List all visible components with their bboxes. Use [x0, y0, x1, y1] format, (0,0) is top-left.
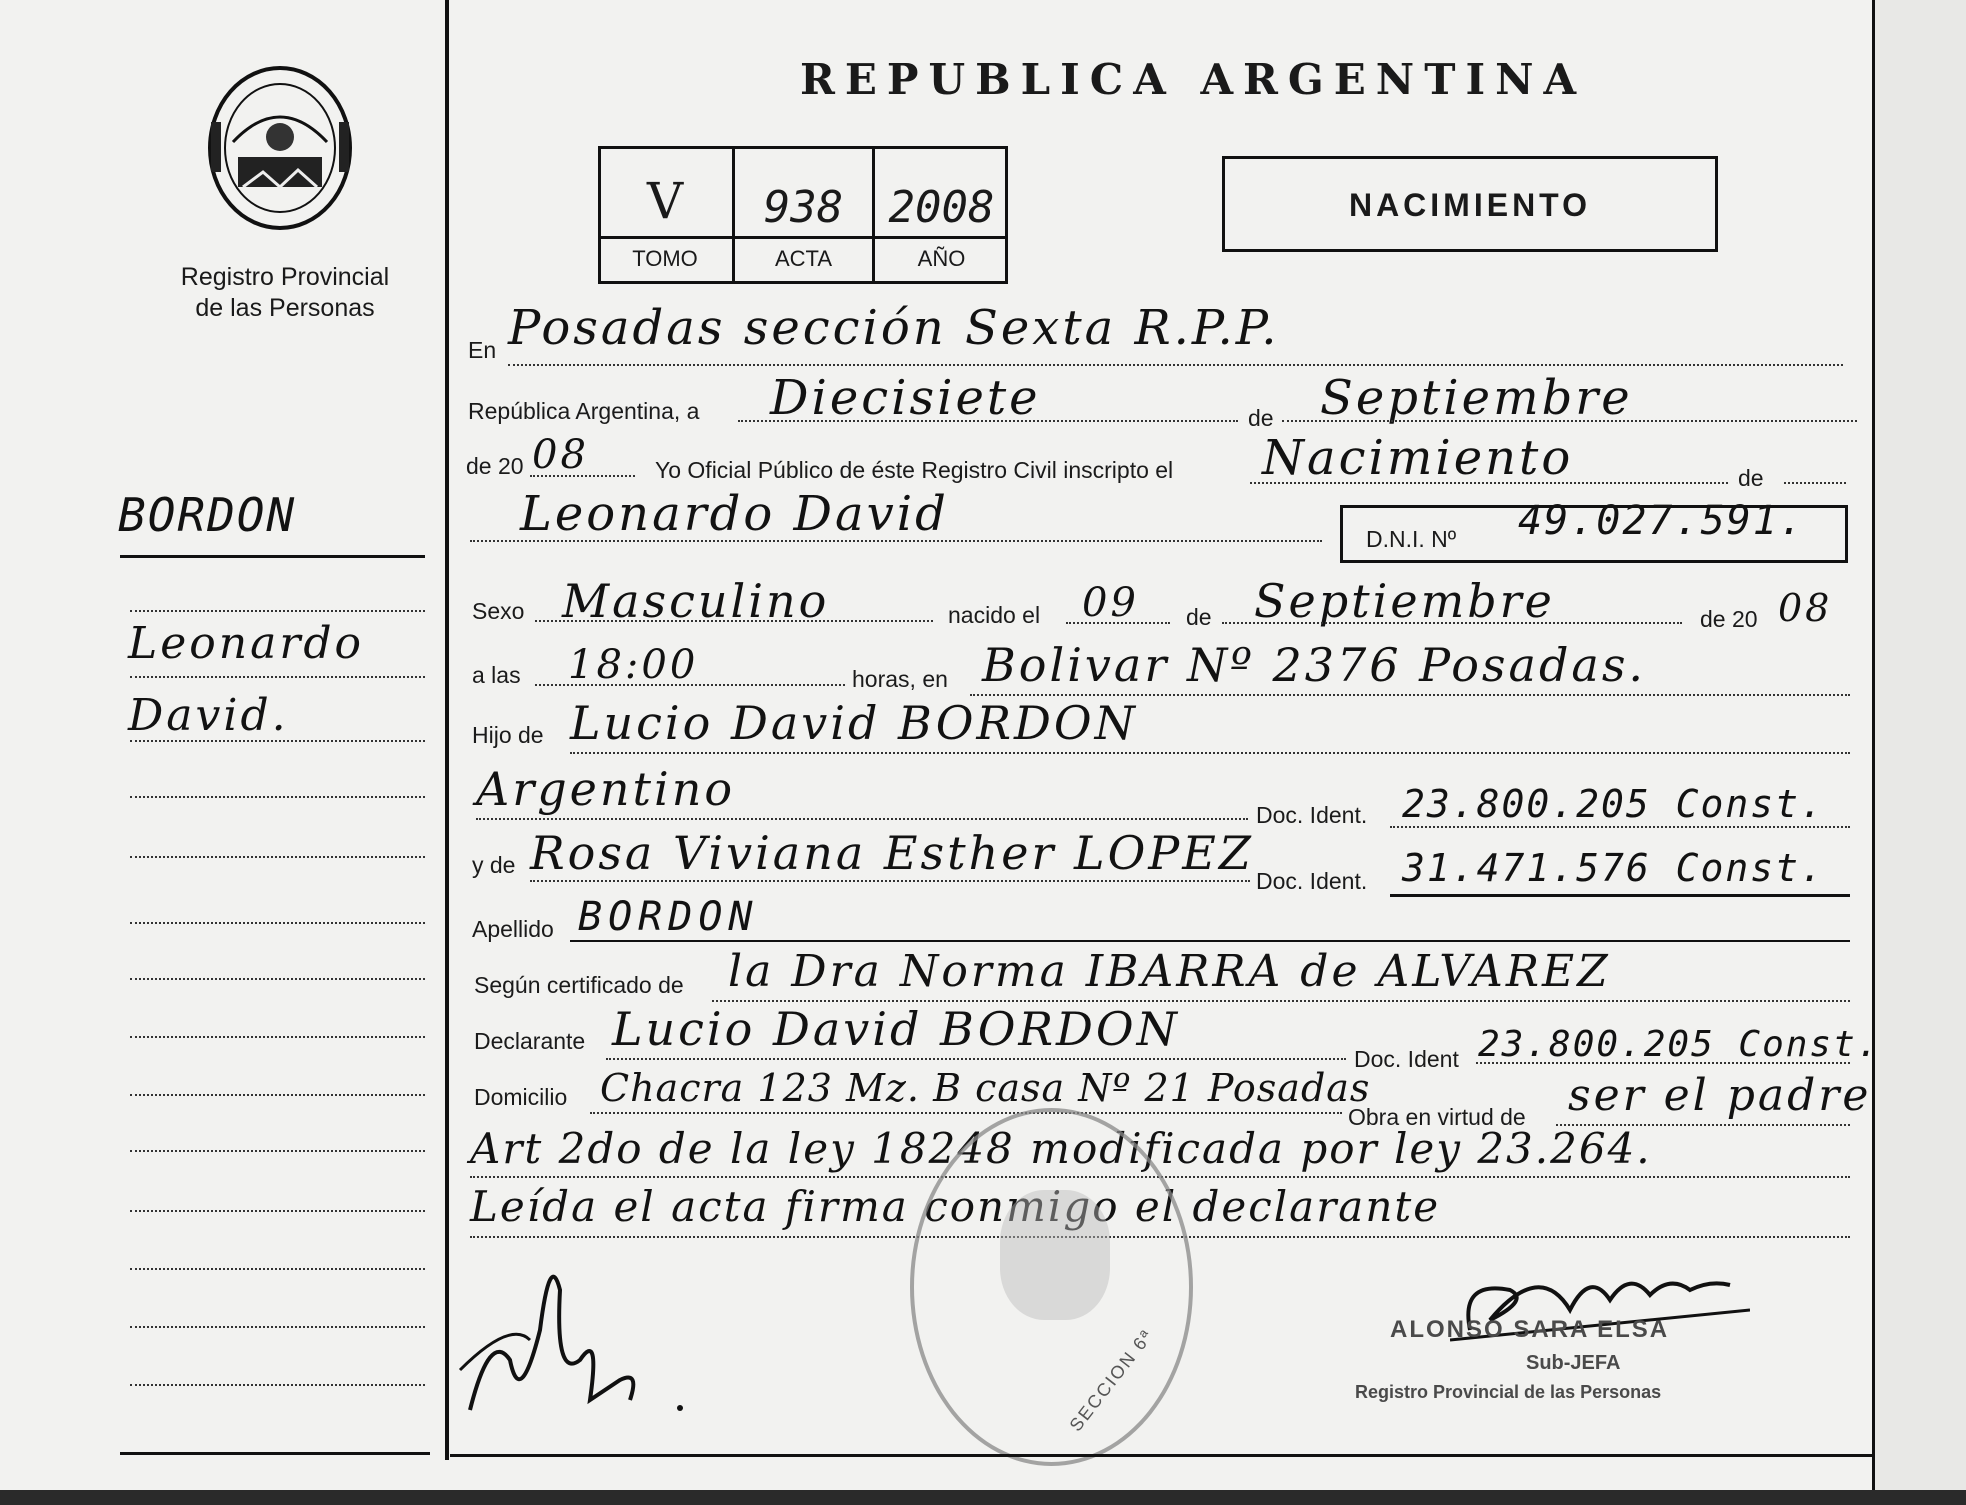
- field-rule: [570, 752, 1850, 754]
- country-title: REPUBLICA ARGENTINA: [800, 55, 1587, 104]
- margin-rule: [130, 922, 425, 924]
- acta-value: 938: [763, 182, 844, 233]
- margin-rule: [130, 1036, 425, 1038]
- registry-name: [145, 262, 425, 324]
- value-doc-declarante: 23.800.205 Const.: [1478, 1024, 1881, 1065]
- label-horas-en: horas, en: [852, 666, 948, 692]
- label-doc-ident-3: Doc. Ident: [1354, 1046, 1459, 1072]
- provincial-emblem-icon: [203, 62, 357, 234]
- value-doc-padre: 23.800.205 Const.: [1402, 782, 1825, 826]
- value-anio: 08: [532, 432, 589, 478]
- right-page-edge: [1872, 0, 1875, 1490]
- value-padre: Lucio David BORDON: [570, 696, 1138, 750]
- field-rule: [606, 1058, 1346, 1060]
- left-column-divider: [445, 0, 449, 1460]
- declarant-signature-icon: [450, 1210, 710, 1440]
- margin-rule: [130, 1326, 425, 1328]
- value-obra: ser el padre: [1568, 1070, 1872, 1121]
- value-nota-2: Leída el acta firma conmigo el declarante: [470, 1182, 1441, 1231]
- label-domicilio: Domicilio: [474, 1084, 568, 1110]
- field-rule: [1066, 622, 1170, 624]
- value-lugar: Posadas sección Sexta R.P.P.: [508, 300, 1280, 356]
- value-anio-nac: 08: [1778, 586, 1833, 630]
- label-en: En: [468, 337, 497, 363]
- margin-rule: [130, 856, 425, 858]
- field-rule: [535, 684, 845, 686]
- anio-label: AÑO: [917, 246, 966, 271]
- value-sexo: Masculino: [562, 574, 830, 628]
- tomo-label: TOMO: [632, 246, 698, 271]
- field-rule: [1476, 1062, 1850, 1064]
- field-rule: [530, 880, 1250, 882]
- acta-label: ACTA: [774, 246, 833, 271]
- value-nota-1: Art 2do de la ley 18248 modificada por ley 23.264.: [470, 1124, 1652, 1173]
- margin-surname-rule: [120, 555, 425, 558]
- label-de-20-b: de 20: [1700, 606, 1758, 632]
- value-lugar-nac: Bolivar Nº 2376 Posadas.: [982, 638, 1647, 692]
- label-obra: Obra en virtud de: [1348, 1104, 1526, 1130]
- value-mes-nac: Septiembre: [1254, 574, 1555, 628]
- stamp-seal-icon: [1000, 1190, 1110, 1320]
- bottom-rule: [450, 1454, 1872, 1457]
- anio-value: 2008: [888, 182, 995, 233]
- registry-line-2: de las Personas: [195, 294, 375, 322]
- margin-rule: [130, 796, 425, 798]
- label-republica: República Argentina, a: [468, 398, 700, 424]
- value-domicilio: Chacra 123 Mz. B casa Nº 21 Posadas: [600, 1066, 1371, 1110]
- margin-rule: [130, 676, 425, 678]
- field-rule: [1222, 622, 1682, 624]
- page-bottom-shadow: [0, 1490, 1966, 1505]
- label-doc-ident-2: Doc. Ident.: [1256, 868, 1368, 894]
- value-nacionalidad: Argentino: [476, 762, 736, 816]
- label-dni: D.N.I. Nº: [1366, 526, 1457, 552]
- label-de-2: de: [1186, 604, 1212, 630]
- value-dia: Diecisiete: [770, 370, 1041, 426]
- label-segun: Según certificado de: [474, 972, 684, 998]
- value-nombre: Leonardo David: [520, 486, 949, 542]
- margin-rule: [130, 1384, 425, 1386]
- label-nacido: nacido el: [948, 602, 1041, 628]
- label-oficial: Yo Oficial Público de éste Registro Civil inscripto el: [655, 457, 1174, 483]
- value-mes: Septiembre: [1320, 370, 1633, 426]
- value-dia-nac: 09: [1082, 580, 1139, 626]
- field-rule: [508, 364, 1843, 366]
- margin-rule: [130, 1210, 425, 1212]
- label-hijo-de: Hijo de: [472, 722, 544, 748]
- margin-rule: [130, 740, 425, 742]
- value-madre: Rosa Viviana Esther LOPEZ: [530, 826, 1254, 880]
- label-apellido: Apellido: [472, 916, 554, 942]
- margin-rule: [130, 1150, 425, 1152]
- value-doc-madre: 31.471.576 Const.: [1402, 846, 1825, 890]
- field-rule: [470, 540, 1322, 542]
- label-de-20: de 20: [466, 453, 524, 479]
- value-hora: 18:00: [568, 642, 699, 688]
- official-name: ALONSO SARA ELSA: [1390, 1316, 1670, 1343]
- label-a-las: a las: [472, 662, 521, 688]
- field-rule: [1282, 420, 1857, 422]
- field-rule: [535, 620, 933, 622]
- official-role: Sub-JEFA: [1526, 1352, 1621, 1374]
- registry-line-1: Registro Provincial: [180, 263, 390, 291]
- section-rule: [1390, 894, 1850, 897]
- field-rule: [1784, 482, 1846, 484]
- value-dni: 49.027.591.: [1518, 498, 1805, 544]
- label-doc-ident: Doc. Ident.: [1256, 802, 1368, 828]
- value-declarante: Lucio David BORDON: [612, 1002, 1180, 1056]
- official-org: Registro Provincial de las Personas: [1355, 1382, 1662, 1402]
- field-rule: [738, 420, 1238, 422]
- margin-rule: [130, 1094, 425, 1096]
- label-sexo: Sexo: [472, 598, 525, 624]
- act-type-label: NACIMIENTO: [1348, 187, 1592, 223]
- label-de-end: de: [1738, 465, 1764, 491]
- value-certificado: la Dra Norma IBARRA de ALVAREZ: [728, 946, 1611, 997]
- margin-bottom-rule: [120, 1452, 430, 1455]
- margin-rule: [130, 978, 425, 980]
- margin-given-1: Leonardo: [128, 618, 365, 669]
- field-rule: [1250, 482, 1728, 484]
- label-de: de: [1248, 405, 1274, 431]
- margin-rule: [130, 1268, 425, 1270]
- stamp-text: SECCION 6ª: [1065, 1325, 1158, 1436]
- value-apellido: BORDON: [578, 894, 759, 940]
- field-rule: [476, 818, 1248, 820]
- tomo-value: V: [646, 172, 684, 230]
- section-rule: [570, 940, 1850, 942]
- record-box-divider: [598, 236, 1008, 239]
- value-inscripto: Nacimiento: [1262, 430, 1574, 486]
- label-declarante: Declarante: [474, 1028, 586, 1054]
- margin-rule: [130, 610, 425, 612]
- field-rule: [590, 1112, 1342, 1114]
- label-y-de: y de: [472, 852, 516, 878]
- act-type-box: [1222, 156, 1718, 252]
- field-rule: [530, 475, 635, 477]
- margin-given-2: David.: [128, 690, 289, 741]
- field-rule: [1390, 826, 1850, 828]
- margin-surname: BORDON: [118, 488, 297, 542]
